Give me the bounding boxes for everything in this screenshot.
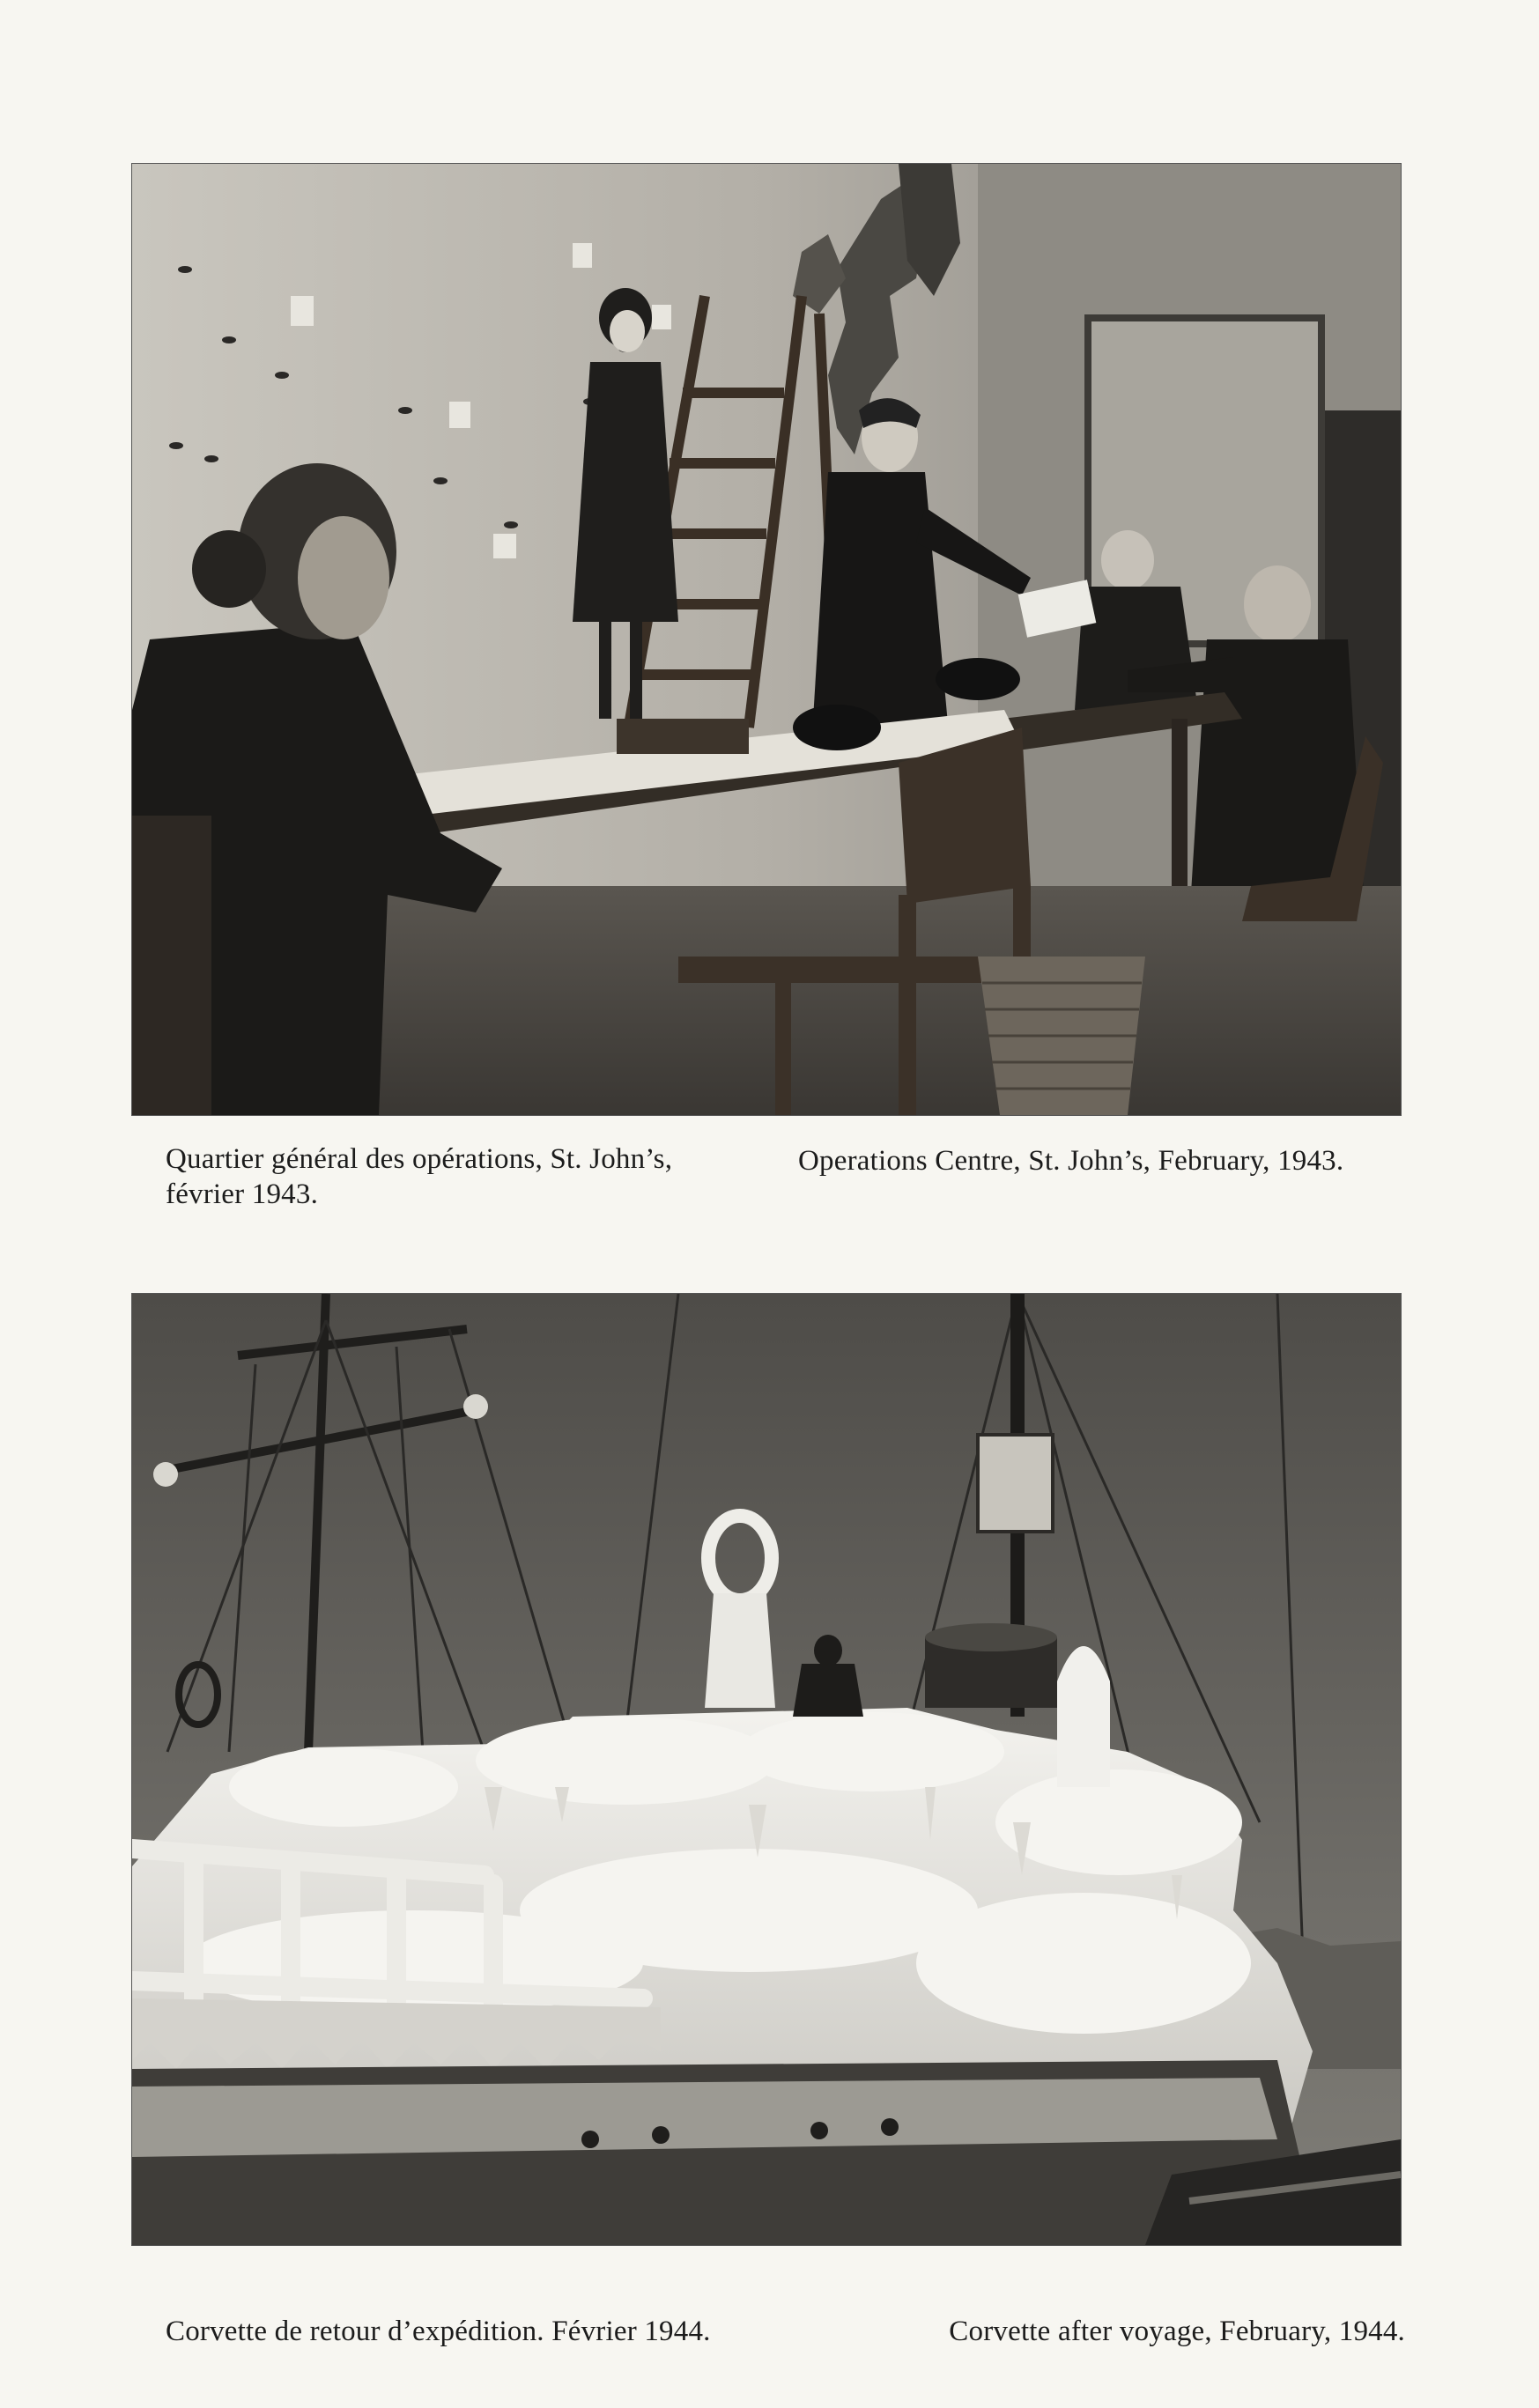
operations-centre-photo — [131, 163, 1402, 1116]
caption-bottom-english: Corvette after voyage, February, 1944. — [949, 2316, 1405, 2347]
caption-bottom-french: Corvette de retour d’expédition. Février 1944. — [166, 2316, 711, 2347]
iced-corvette-photo — [131, 1293, 1402, 2246]
caption-top-english: Operations Centre, St. John’s, February, 1943. — [798, 1145, 1344, 1177]
caption-top-french: Quartier général des opérations, St. John’s, février 1943. — [166, 1143, 673, 1210]
